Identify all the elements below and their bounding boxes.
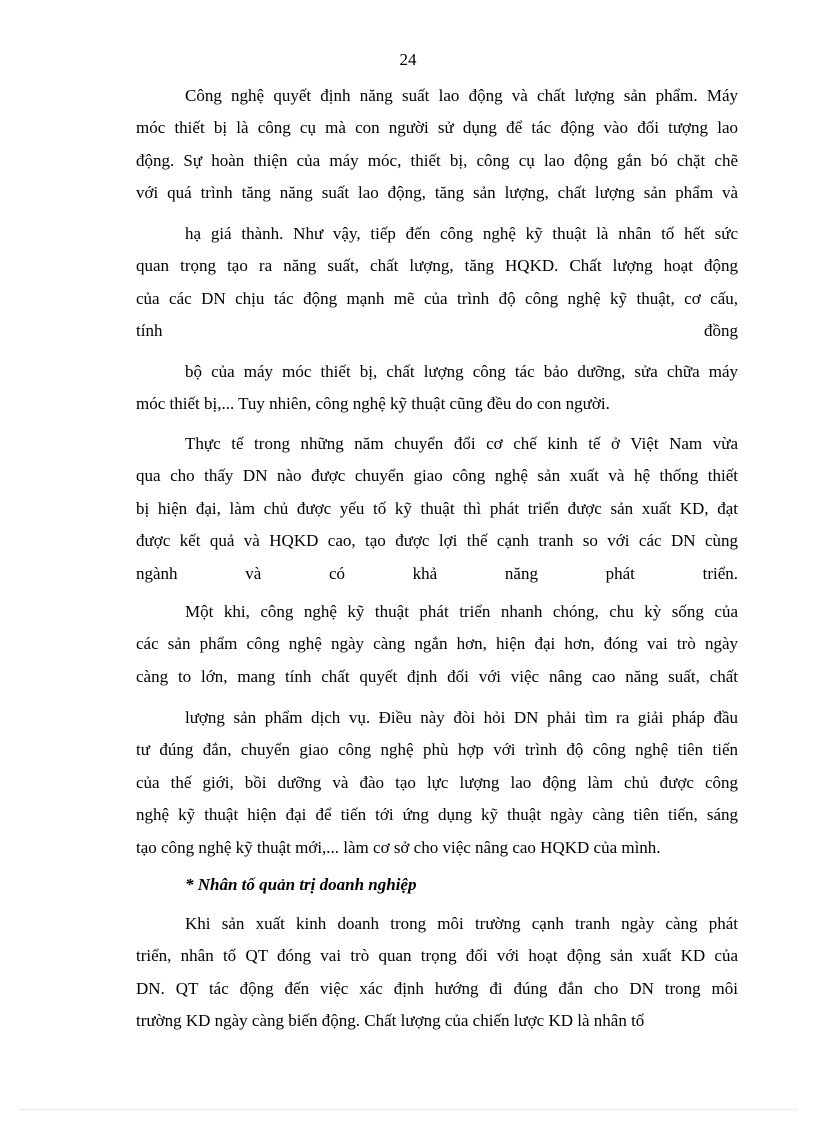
text-line: nghệ kỹ thuật hiện đại để tiến tới ứng dụng kỹ thuật ngày càng tiên tiến, sáng <box>136 805 738 825</box>
text-line: càng to lớn, mang tính chất quyết định đối với việc nâng cao năng suất, chất <box>136 666 738 686</box>
paragraph-product-lifecycle <box>136 596 738 693</box>
paragraph-management-role <box>136 908 738 1038</box>
text-line: qua cho thấy DN nào được chuyển giao công nghệ sản xuất và hệ thống thiết <box>136 466 738 486</box>
paragraph-investment-solutions <box>136 702 738 864</box>
text-line: ngành và có khả năng phát triển. <box>136 563 738 583</box>
text-line: quan trọng tạo ra năng suất, chất lượng, tăng HQKD. Chất lượng hoạt động <box>136 256 738 276</box>
paragraph-vietnam-practice <box>136 428 738 590</box>
text-line: bộ của máy móc thiết bị, chất lượng công tác bảo dưỡng, sửa chữa máy <box>185 362 738 381</box>
text-line: được kết quả và HQKD cao, tạo được lợi thế cạnh tranh so với các DN cùng <box>136 531 738 551</box>
text-line: tạo công nghệ kỹ thuật mới,... làm cơ sở cho việc nâng cao HQKD của mình. <box>136 837 661 857</box>
text-line: Khi sản xuất kinh doanh trong môi trường cạnh tranh ngày càng phát <box>185 914 738 933</box>
text-line: tư đúng đắn, chuyển giao công nghệ phù hợp với trình độ công nghệ tiên tiến <box>136 740 738 760</box>
text-line: của thế giới, bồi dưỡng và đào tạo lực lượng lao động làm chủ được công <box>136 772 738 792</box>
text-line: lượng sản phẩm dịch vụ. Điều này đòi hỏi DN phải tìm ra giải pháp đầu <box>185 708 738 727</box>
paragraph-cost-reduction <box>136 218 738 348</box>
text-line: Một khi, công nghệ kỹ thuật phát triển nhanh chóng, chu kỳ sống của <box>185 602 738 621</box>
page-bottom-divider <box>20 1109 796 1110</box>
text-line: móc thiết bị,... Tuy nhiên, công nghệ kỹ thuật cũng đều do con người. <box>136 394 610 414</box>
text-line: trường KD ngày càng biến động. Chất lượng của chiến lược KD là nhân tố <box>136 1011 645 1031</box>
text-line: bị hiện đại, làm chủ được yếu tố kỹ thuật thì phát triển được sản xuất KD, đạt <box>136 498 738 518</box>
text-line: móc thiết bị là công cụ mà con người sử dụng để tác động vào đối tượng lao <box>136 118 738 138</box>
text-line: hạ giá thành. Như vậy, tiếp đến công nghệ kỹ thuật là nhân tố hết sức <box>185 224 738 243</box>
text-line: Thực tế trong những năm chuyển đổi cơ chế kinh tế ở Việt Nam vừa <box>185 434 738 453</box>
text-line: với quá trình tăng năng suất lao động, tăng sản lượng, chất lượng sản phẩm và <box>136 183 738 203</box>
section-heading-management-factor: * Nhân tố quản trị doanh nghiệp <box>185 875 417 894</box>
text-line: của các DN chịu tác động mạnh mẽ của trình độ công nghệ kỹ thuật, cơ cấu, <box>136 288 738 308</box>
text-line: động. Sự hoàn thiện của máy móc, thiết bị, công cụ lao động gắn bó chặt chẽ <box>136 150 738 170</box>
text-line: Công nghệ quyết định năng suất lao động và chất lượng sản phẩm. Máy <box>185 86 738 105</box>
paragraph-maintenance <box>136 356 738 421</box>
paragraph-technology-productivity <box>136 80 738 210</box>
text-line: các sản phẩm công nghệ ngày càng ngắn hơn, hiện đại hơn, đóng vai trò ngày <box>136 634 738 654</box>
text-line: tính đồng <box>136 321 738 341</box>
text-line: DN. QT tác động đến việc xác định hướng đi đúng đắn cho DN trong môi <box>136 978 738 998</box>
text-line: triển, nhân tố QT đóng vai trò quan trọng đối với hoạt động sản xuất KD của <box>136 946 738 966</box>
page-number: 24 <box>399 50 417 69</box>
